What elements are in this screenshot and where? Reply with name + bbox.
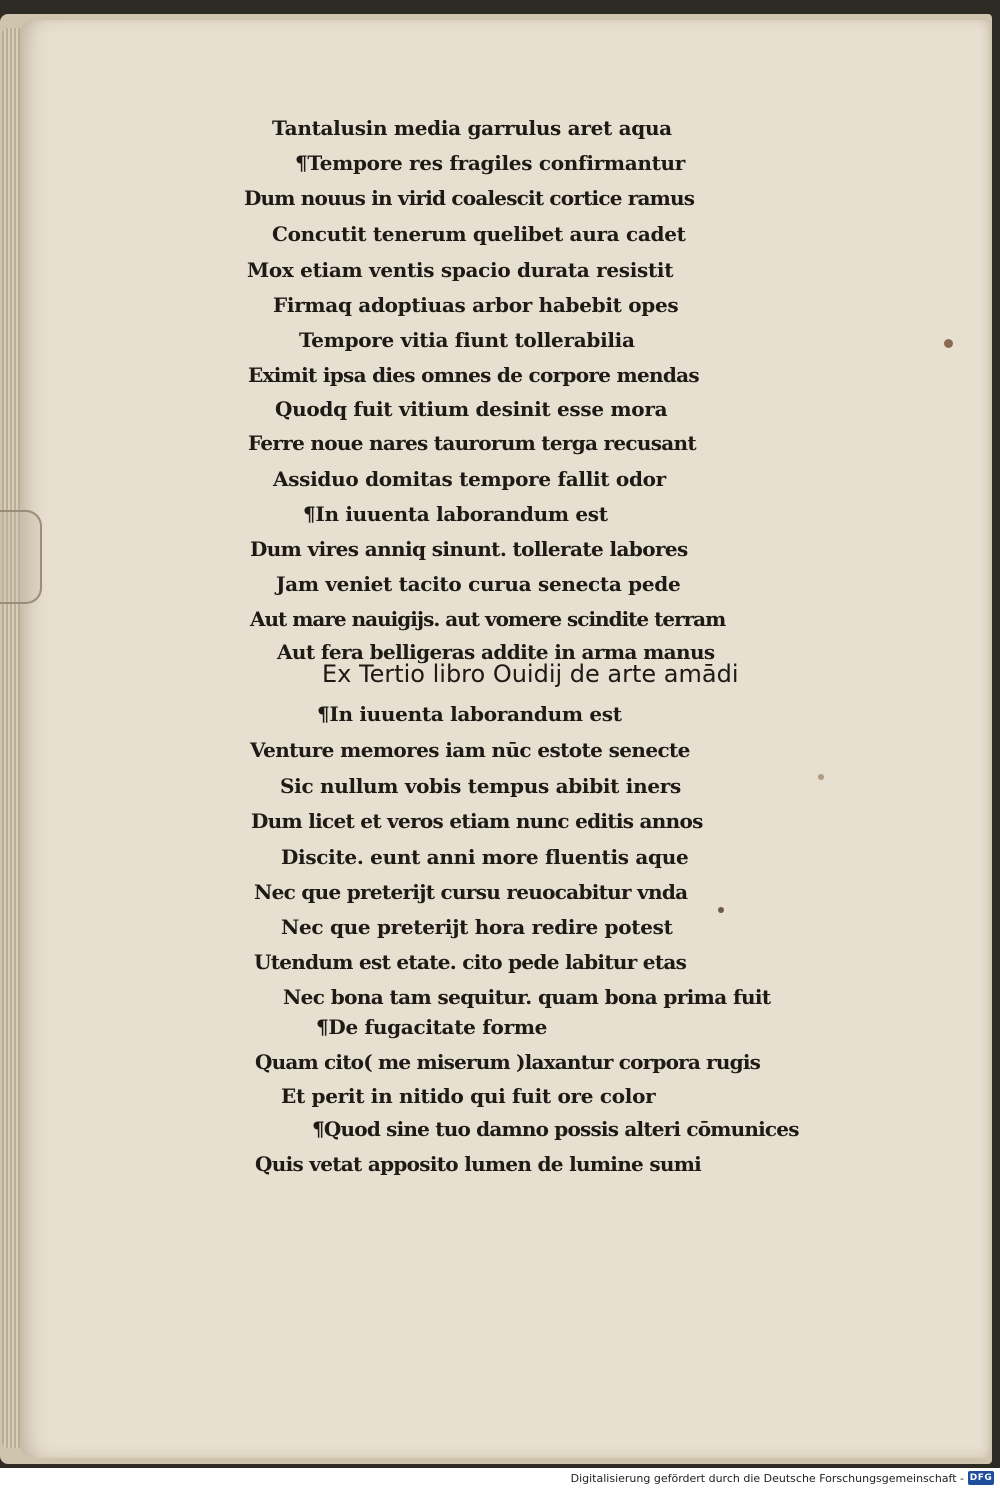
text-line: Quodq fuit vitium desinit esse mora [275,397,668,421]
text-line: Dum licet et veros etiam nunc editis annos [251,809,703,833]
text-line: Sic nullum vobis tempus abibit iners [280,774,681,798]
text-line: Venture memores iam nūc estote senecte [250,738,690,762]
text-line: Aut mare nauigijs. aut vomere scindite terram [250,607,726,631]
text-line: Dum nouus in virid coalescit cortice ramus [244,186,695,210]
text-line: Tantalusin media garrulus aret aqua [272,116,672,140]
book-title-heading: Ex Tertio libro Ouidij de arte amādi [322,660,739,688]
text-line: Firmaq adoptiuas arbor habebit opes [273,293,679,317]
text-line: Quam cito( me miserum )laxantur corpora rugis [255,1050,761,1074]
text-line: Quis vetat apposito lumen de lumine sumi [255,1152,702,1176]
text-line: ¶Tempore res fragiles confirmantur [295,151,686,175]
section-heading: ¶In iuuenta laborandum est [303,502,608,526]
section-heading: ¶De fugacitate forme [316,1015,548,1039]
text-line: Concutit tenerum quelibet aura cadet [272,222,686,246]
text-line: Utendum est etate. cito pede labitur etas [254,950,687,974]
text-line: Nec bona tam sequitur. quam bona prima fuit [283,985,771,1009]
text-line: Et perit in nitido qui fuit ore color [281,1084,656,1108]
text-line: Assiduo domitas tempore fallit odor [273,467,666,491]
section-heading: ¶In iuuenta laborandum est [317,702,622,726]
text-line: Aut fera belligeras addite in arma manus [277,640,715,664]
text-line: Ferre noue nares taurorum terga recusant [248,431,696,455]
text-line: Mox etiam ventis spacio durata resistit [247,258,674,282]
text-line: Dum vires anniq sinunt. tollerate labores [250,537,688,561]
funding-credit: Digitalisierung gefördert durch die Deutsche Forschungsgemeinschaft - [570,1472,964,1485]
text-line: Tempore vitia fiunt tollerabilia [299,328,635,352]
text-line: Eximit ipsa dies omnes de corpore mendas [248,363,699,387]
text-line: Discite. eunt anni more fluentis aque [281,845,689,869]
text-line: Jam veniet tacito curua senecta pede [276,572,681,596]
text-line: Nec que preterijt hora redire potest [281,915,673,939]
dfg-logo: DFG [969,1473,993,1483]
text-line: Nec que preterijt cursu reuocabitur vnda [254,880,688,904]
section-heading: ¶Quod sine tuo damno possis alteri cōmunices [312,1117,799,1141]
footer-bar [0,1468,1000,1490]
